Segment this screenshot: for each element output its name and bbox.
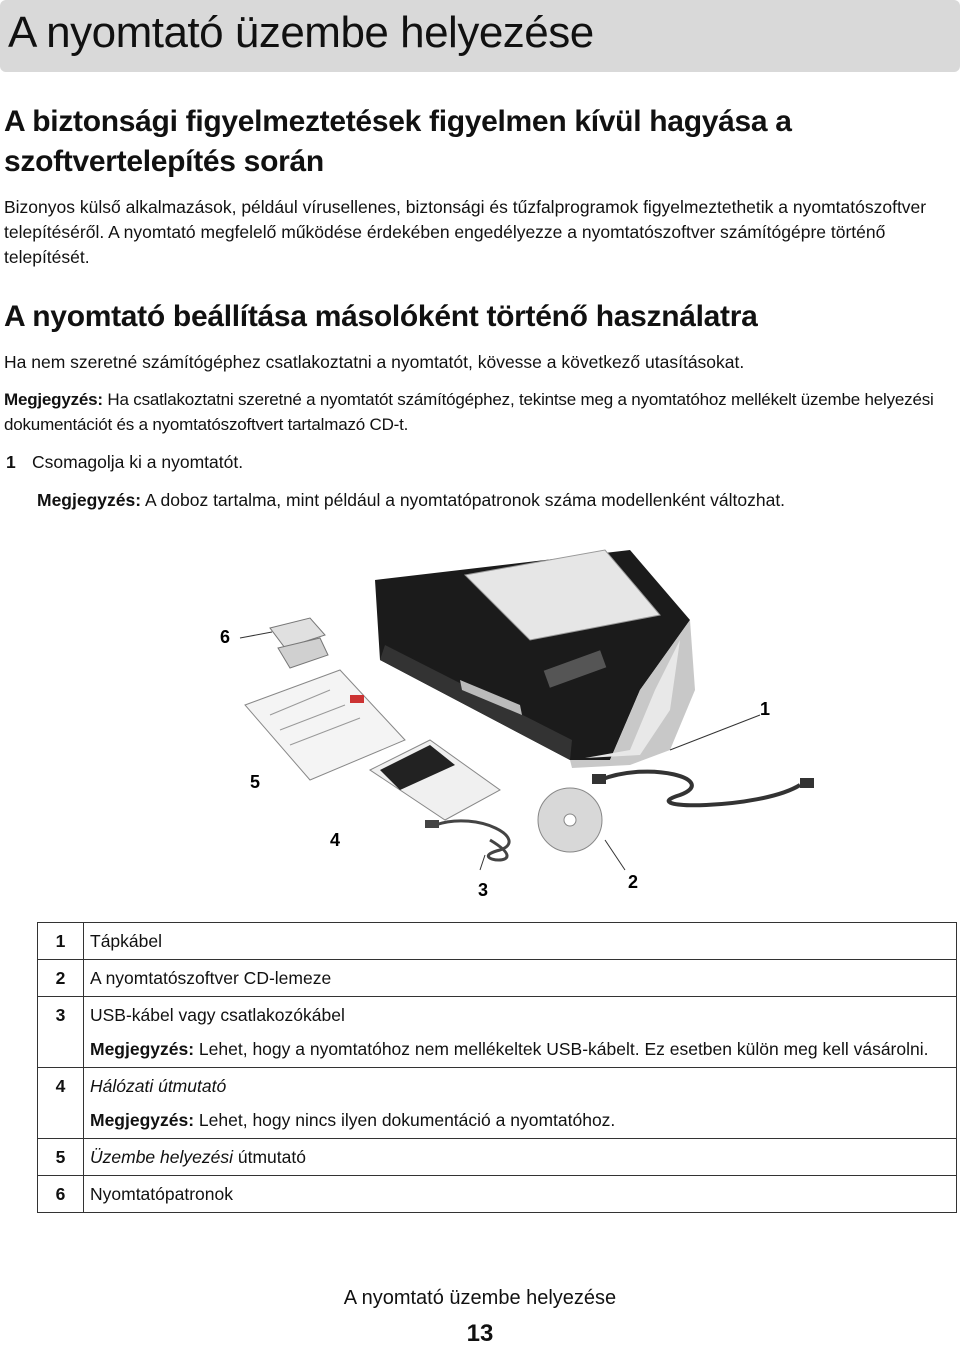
legend-cell: [84, 997, 957, 1068]
callout-6: 6: [220, 627, 231, 647]
note-text: A doboz tartalma, mint például a nyomtatópatronok száma modellenként változhat.: [141, 490, 786, 510]
copier-note: [4, 387, 954, 437]
note-label: Megjegyzés:: [37, 490, 142, 510]
setup-guide-image: [245, 670, 405, 780]
legend-number: 6: [38, 1176, 84, 1213]
legend-cell: [84, 1068, 957, 1139]
legend-number: 1: [38, 923, 84, 960]
legend-text: Nyomtatópatronok: [84, 1176, 957, 1213]
network-guide-image: [370, 740, 500, 820]
callout-1: 1: [760, 699, 771, 719]
step-text: Csomagolja ki a nyomtatót.: [32, 452, 244, 472]
legend-row: [38, 997, 957, 1068]
note-label: Megjegyzés:: [90, 1110, 195, 1130]
legend-number: 2: [38, 960, 84, 997]
power-cord-image: [592, 772, 814, 806]
legend-number: 5: [38, 1139, 84, 1176]
callout-line-1: [670, 715, 760, 750]
step-1-note: [37, 488, 952, 513]
copier-intro: Ha nem szeretné számítógéphez csatlakoztatni a nyomtatót, kövesse a következő utasításokat.: [4, 352, 745, 372]
legend-text: útmutató: [232, 1147, 306, 1167]
legend-number: 4: [38, 1068, 84, 1139]
page-number: 13: [466, 1320, 494, 1347]
heading-line-2: szoftvertelepítés során: [4, 145, 324, 178]
printer-image: [375, 550, 695, 768]
printer-contents-illustration: [200, 540, 960, 910]
legend-row: [38, 1068, 957, 1139]
callout-line-3: [480, 855, 485, 870]
section-heading-security: [4, 102, 792, 182]
legend-note: [90, 1108, 950, 1132]
chapter-title: A nyomtató üzembe helyezése: [8, 8, 594, 57]
security-paragraph: Bizonyos külső alkalmazások, például vírusellenes, biztonsági és tűzfalprogramok figyelmeztethetik a nyomtatószoftver telepítéséről. A nyomtató megfelelő működése érdekében engedélyezze a nyomtatószoftver számítógépre történő telepítését.: [4, 197, 927, 267]
legend-text: USB-kábel vagy csatlakozókábel: [90, 1005, 345, 1025]
legend-cell: [84, 1139, 957, 1176]
heading-line-1: A biztonsági figyelmeztetések figyelmen kívül hagyása a: [4, 105, 792, 138]
step-number: 1: [6, 452, 16, 472]
legend-row: [38, 1139, 957, 1176]
chapter-header: [0, 0, 960, 72]
callout-4: 4: [330, 830, 341, 850]
note-text: Ha csatlakoztatni szeretné a nyomtatót számítógéphez, tekintse meg a nyomtatóhoz mellékelt üzembe helyezési dokumentációt és a nyomtatószoftvert tartalmazó CD-t.: [4, 390, 934, 434]
note-label: Megjegyzés:: [4, 390, 103, 409]
legend-text: Tápkábel: [84, 923, 957, 960]
note-label: Megjegyzés:: [90, 1039, 195, 1059]
callout-3: 3: [478, 880, 489, 900]
cd-image: [538, 788, 602, 852]
legend-row: [38, 960, 957, 997]
cartridges-image: [240, 618, 328, 668]
callout-5: 5: [250, 772, 261, 792]
note-text: Lehet, hogy a nyomtatóhoz nem mellékeltek USB-kábelt. Ez esetben külön meg kell vásárolni.: [194, 1039, 929, 1059]
step-1: [6, 450, 243, 475]
usb-cable-image: [425, 820, 509, 860]
legend-row: [38, 923, 957, 960]
section-heading-copier: A nyomtató beállítása másolóként történő használatra: [4, 300, 758, 333]
legend-text: A nyomtatószoftver CD-lemeze: [84, 960, 957, 997]
legend-row: [38, 1176, 957, 1213]
legend-number: 3: [38, 997, 84, 1068]
callout-2: 2: [628, 872, 639, 892]
footer-chapter-title: A nyomtató üzembe helyezése: [343, 1287, 617, 1309]
contents-legend-table: [37, 922, 957, 1213]
legend-text-italic: Üzembe helyezési: [90, 1147, 233, 1167]
legend-note: [90, 1037, 950, 1061]
legend-text: Hálózati útmutató: [90, 1076, 227, 1096]
callout-line-2: [605, 840, 625, 870]
note-text: Lehet, hogy nincs ilyen dokumentáció a nyomtatóhoz.: [194, 1110, 616, 1130]
